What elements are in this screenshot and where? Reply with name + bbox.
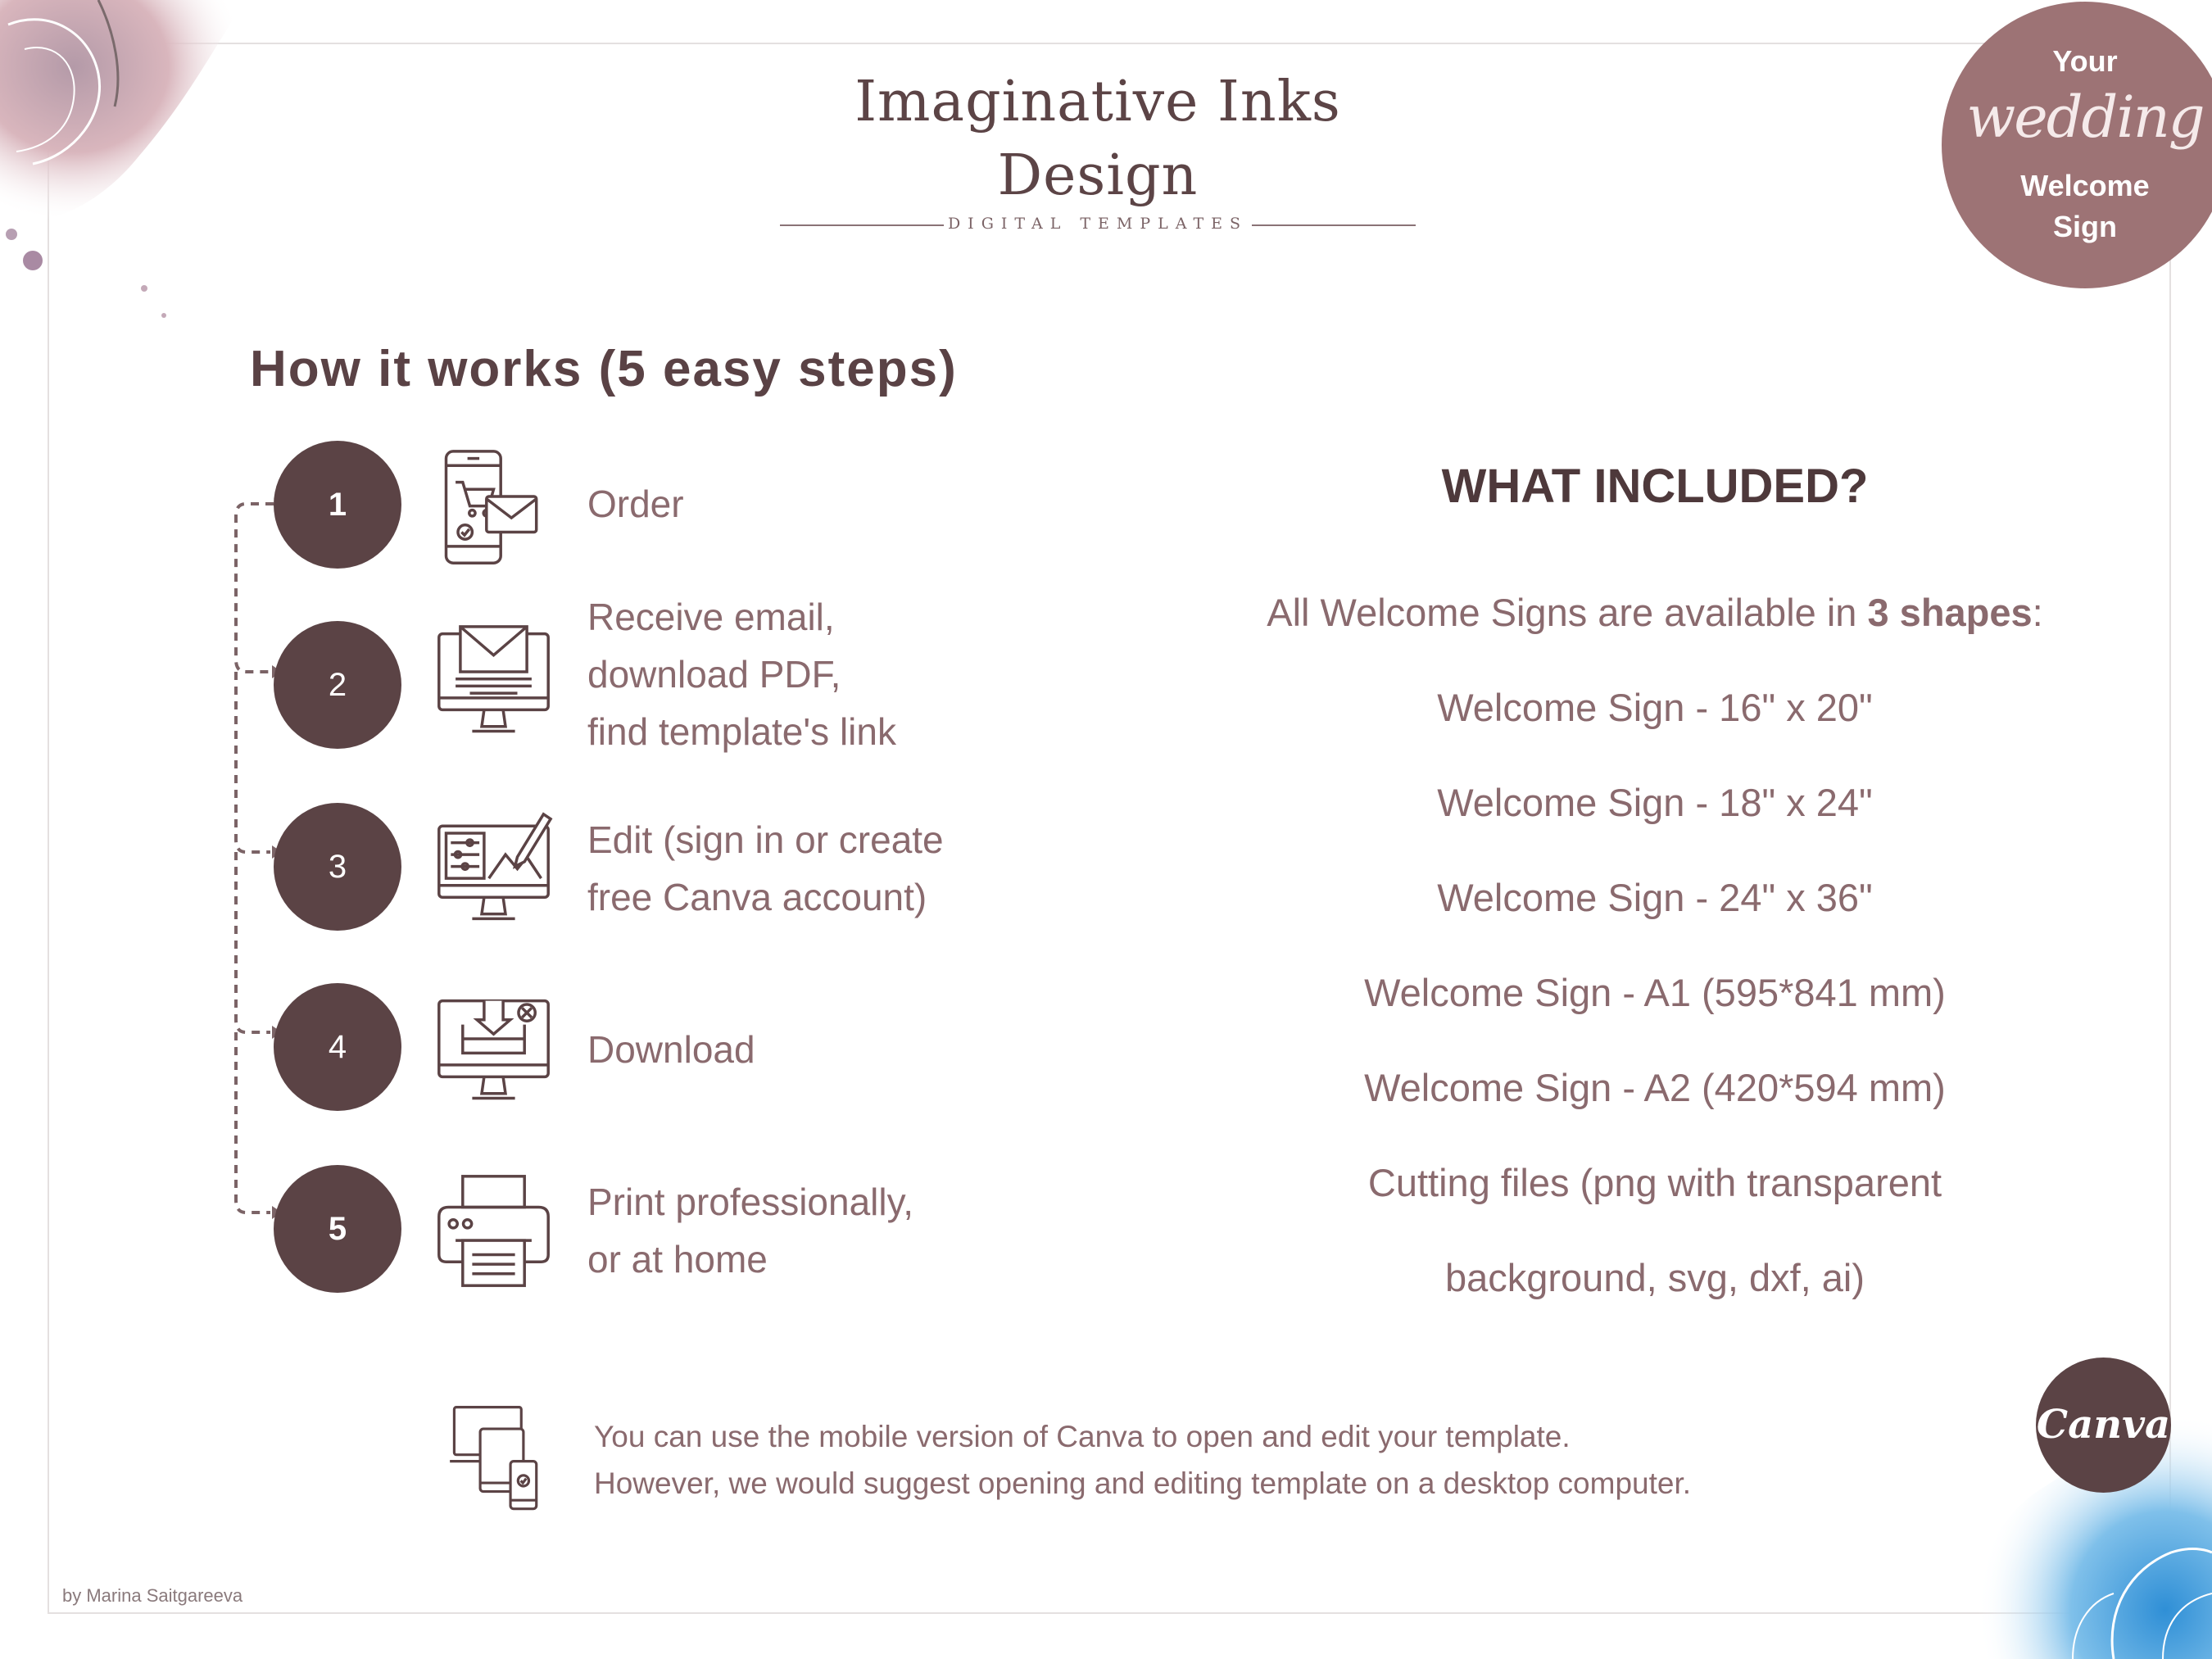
edit-monitor-icon [434, 809, 553, 928]
how-it-works-title: How it works (5 easy steps) [250, 341, 958, 397]
divider-line [780, 224, 944, 226]
step-4-text [587, 1021, 755, 1078]
intro-suffix: : [2032, 591, 2043, 634]
step-5-text [587, 1173, 913, 1288]
step-text-line: Order [587, 483, 684, 525]
step-2-text [587, 588, 896, 760]
step-3-text [587, 811, 944, 926]
included-list [1172, 565, 2138, 1326]
phone-cart-icon [434, 449, 553, 568]
step-1-text [587, 475, 684, 533]
note-line2: However, we would suggest opening and editing template on a desktop computer. [594, 1466, 1692, 1500]
step-1-number: 1 [274, 441, 401, 569]
badge-line3: Sign [2053, 210, 2117, 243]
step-5-number: 5 [274, 1165, 401, 1293]
included-item: background, svg, dxf, ai) [1444, 1256, 1865, 1299]
step-text-line: Download [587, 1028, 755, 1071]
brand-subtitle-row [770, 215, 1426, 239]
author-credit: by Marina Saitgareeva [62, 1585, 243, 1606]
step-3-number: 3 [274, 803, 401, 931]
step-text-line: Receive email, [587, 596, 835, 638]
divider-line [1252, 224, 1416, 226]
step-text-line: find template's link [587, 710, 896, 753]
note-line1: You can use the mobile version of Canva to open and edit your template. [594, 1420, 1571, 1453]
intro-bold: 3 shapes [1867, 591, 2033, 634]
intro-prefix: All Welcome Signs are available in [1267, 591, 1868, 634]
email-monitor-icon [434, 624, 553, 743]
wedding-badge [1942, 2, 2212, 288]
step-text-line: Print professionally, [587, 1181, 913, 1223]
included-item: Welcome Sign - 24" x 36" [1437, 876, 1873, 919]
included-item: Welcome Sign - A2 (420*594 mm) [1364, 1066, 1946, 1109]
brand-subtitle: DIGITAL TEMPLATES [947, 215, 1249, 233]
canva-logo: Canva [2036, 1358, 2171, 1493]
badge-line2: Welcome [2020, 169, 2150, 202]
step-text-line: or at home [587, 1238, 768, 1281]
step-text-line: download PDF, [587, 653, 841, 696]
step-text-line: free Canva account) [587, 876, 927, 918]
download-monitor-icon [434, 991, 553, 1110]
included-item: Welcome Sign - 18" x 24" [1437, 781, 1873, 824]
mobile-note [594, 1413, 1691, 1507]
badge-line2-3 [1942, 165, 2212, 247]
included-item: Welcome Sign - 16" x 20" [1437, 686, 1873, 729]
brand-header [770, 66, 1426, 239]
included-title: WHAT INCLUDED? [1441, 460, 1869, 513]
step-text-line: Edit (sign in or create [587, 818, 944, 861]
devices-icon [446, 1405, 557, 1513]
brand-title: Imaginative Inks Design [854, 70, 1341, 208]
included-item: Welcome Sign - A1 (595*841 mm) [1364, 971, 1946, 1014]
step-4-number: 4 [274, 983, 401, 1111]
badge-script: wedding [1966, 84, 2204, 151]
step-2-number: 2 [274, 621, 401, 749]
badge-line1: Your [2052, 44, 2118, 78]
printer-icon [434, 1172, 553, 1290]
included-intro [1172, 565, 2138, 660]
watercolor-flower-decoration [0, 0, 262, 328]
included-item: Cutting files (png with transparent [1367, 1161, 1942, 1204]
